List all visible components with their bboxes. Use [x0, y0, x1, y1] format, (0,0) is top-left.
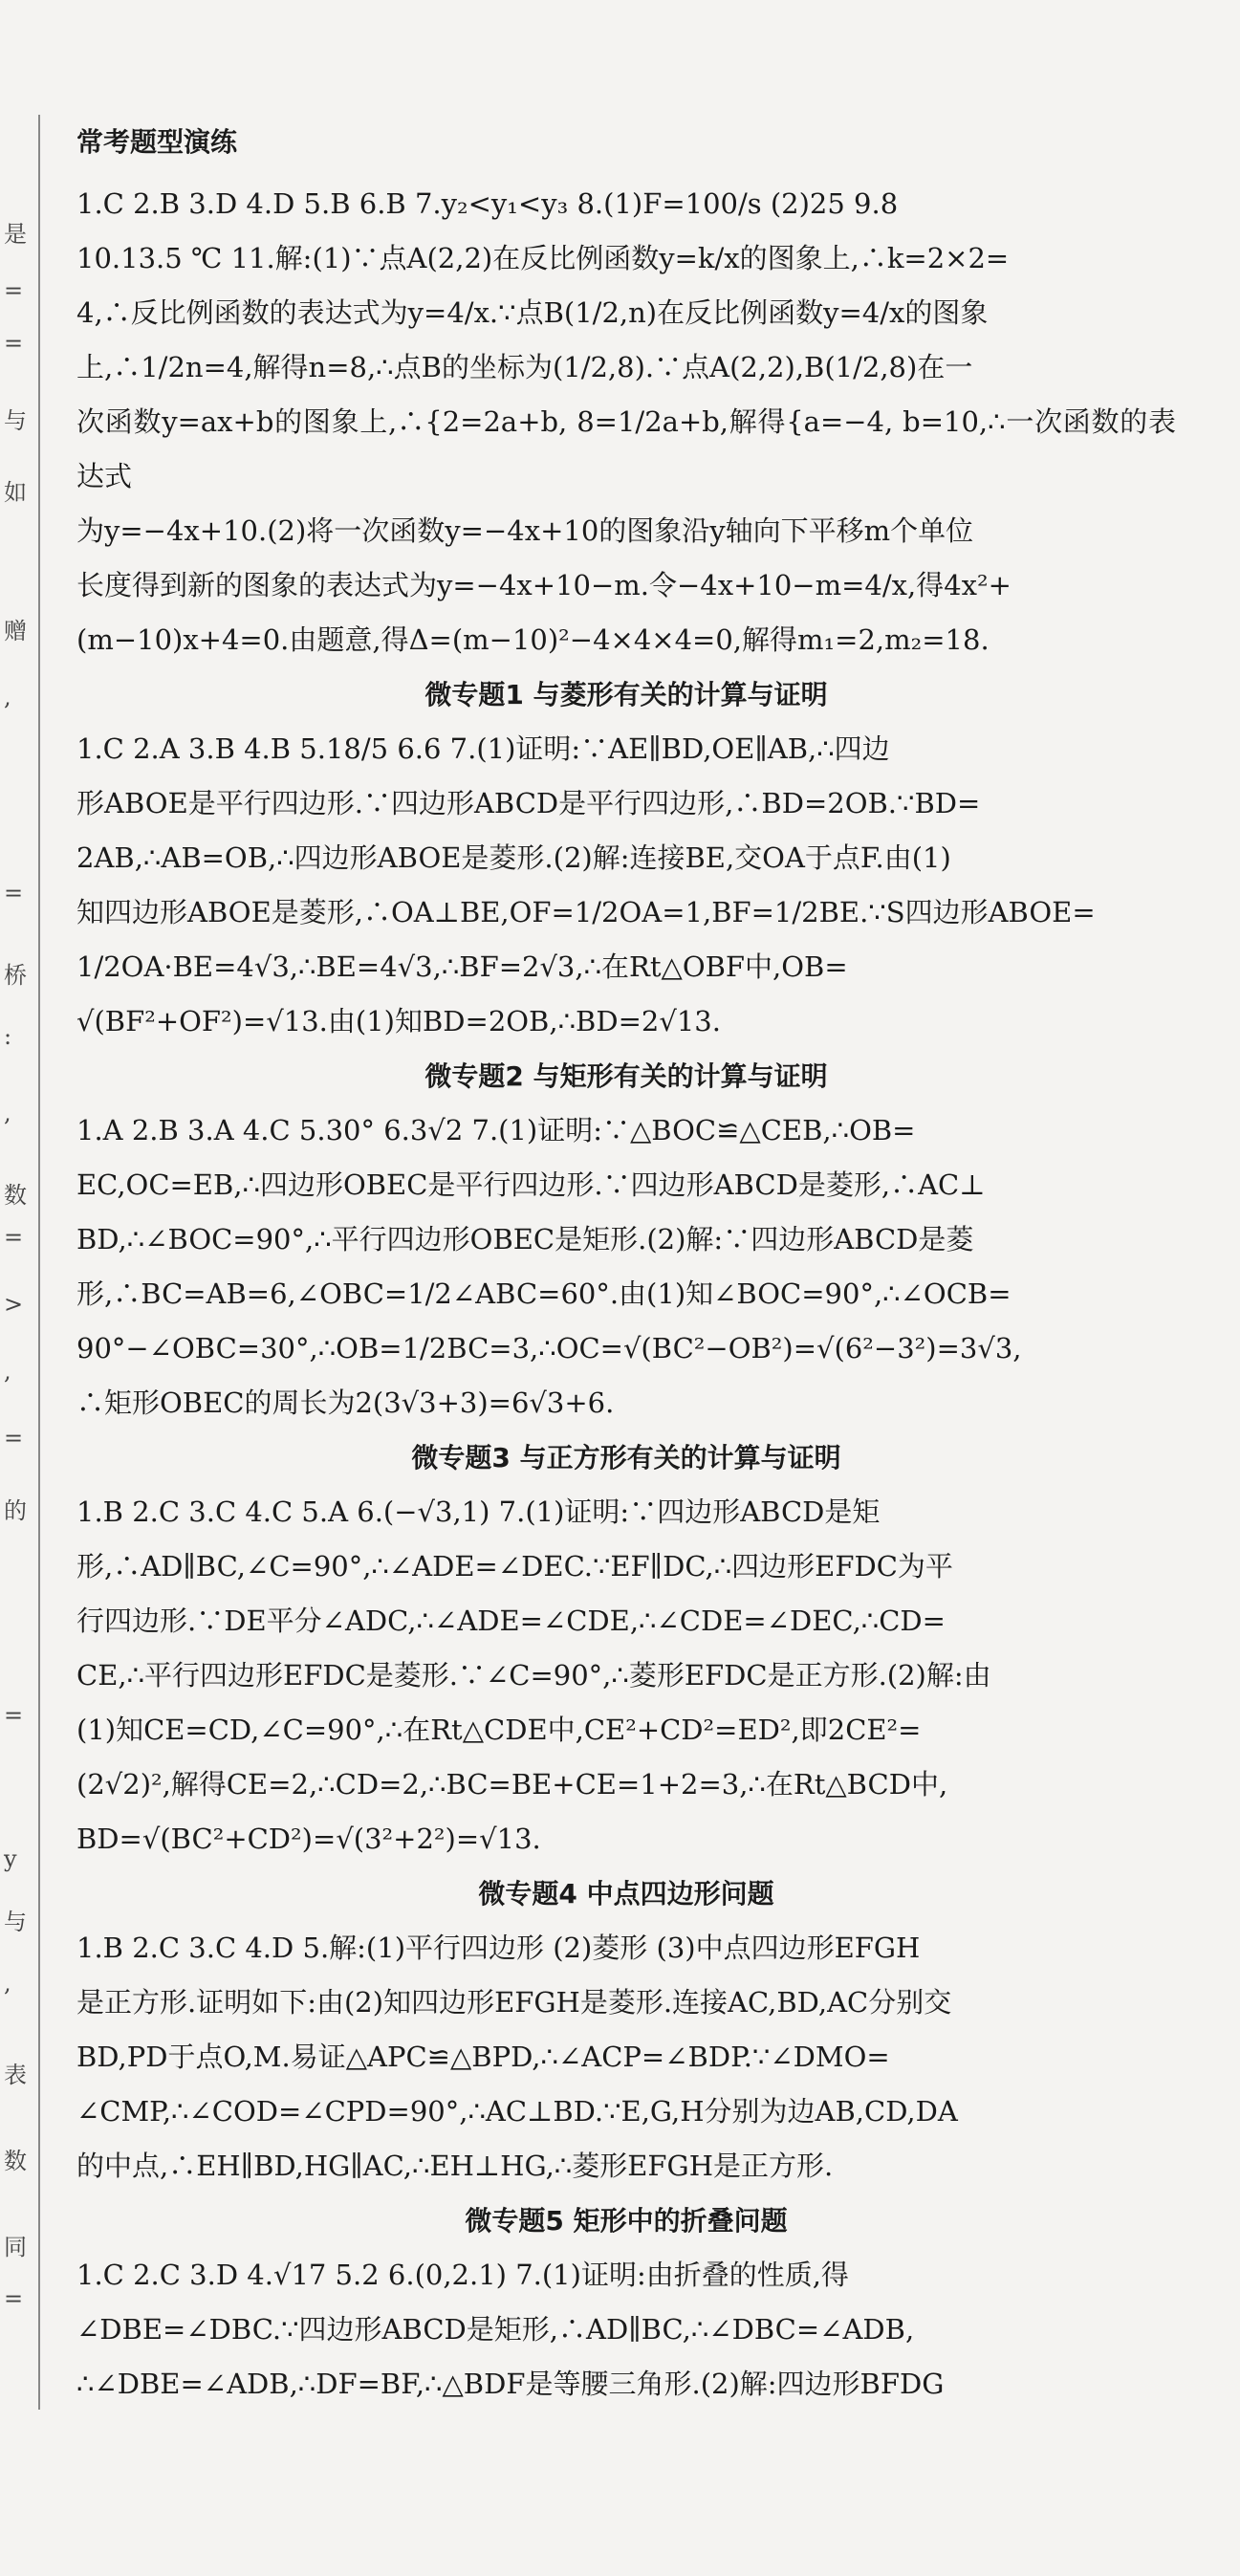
text-line: 1.C 2.C 3.D 4.√17 5.2 6.(0,2.1) 7.(1)证明:由折叠的性质,得 — [76, 2259, 849, 2291]
margin-mark: 是 — [4, 221, 27, 248]
section-topic-2 — [76, 1049, 1176, 1430]
text-line: 上,∴1/2n=4,解得n=8,∴点B的坐标为(1/2,8).∵点A(2,2),B(1/2,8)在一 — [76, 351, 973, 383]
margin-mark: 赠 — [4, 618, 27, 644]
text-line: 为y=−4x+10.(2)将一次函数y=−4x+10的图象沿y轴向下平移m个单位 — [76, 514, 974, 547]
margin-mark: 如 — [4, 479, 27, 506]
margin-mark: 的 — [4, 1497, 27, 1524]
margin-mark: 桥 — [4, 962, 27, 989]
section-title: 微专题1 与菱形有关的计算与证明 — [424, 679, 828, 710]
section-topic-4 — [76, 1867, 1176, 2194]
text-line: ∠CMP,∴∠COD=∠CPD=90°,∴AC⊥BD.∵E,G,H分别为边AB,CD,DA — [76, 2095, 958, 2128]
text-line: 次函数y=ax+b的图象上,∴{2=2a+b, 8=1/2a+b,解得{a=−4, b=10,∴一次函数的表达式 — [76, 405, 1176, 492]
text-line: (2√2)²,解得CE=2,∴CD=2,∴BC=BE+CE=1+2=3,∴在Rt△BCD中, — [76, 1768, 948, 1801]
margin-mark: > — [4, 1291, 24, 1318]
margin-mark: = — [4, 277, 24, 304]
text-line: BD,PD于点O,M.易证△APC≌△BPD,∴∠ACP=∠BDP.∵∠DMO= — [76, 2041, 890, 2073]
margin-mark: 与 — [4, 407, 27, 434]
text-line: BD,∴∠BOC=90°,∴平行四边形OBEC是矩形.(2)解:∵四边形ABCD是菱 — [76, 1223, 974, 1255]
text-line: √(BF²+OF²)=√13.由(1)知BD=2OB,∴BD=2√13. — [76, 1005, 721, 1037]
text-line: 形,∴AD∥BC,∠C=90°,∴∠ADE=∠DEC.∵EF∥DC,∴四边形EFDC为平 — [76, 1550, 953, 1583]
text-line: 2AB,∴AB=OB,∴四边形ABOE是菱形.(2)解:连接BE,交OA于点F.由(1) — [76, 841, 951, 874]
margin-mark: 同 — [4, 2234, 27, 2260]
text-line: ∠DBE=∠DBC.∵四边形ABCD是矩形,∴AD∥BC,∴∠DBC=∠ADB, — [76, 2313, 915, 2346]
margin-mark: , — [4, 1100, 11, 1126]
section-topic-1 — [76, 667, 1176, 1049]
margin-mark: 表 — [4, 2062, 27, 2088]
margin-mark: 数 — [4, 2148, 27, 2174]
section-title: 微专题2 与矩形有关的计算与证明 — [424, 1060, 828, 1092]
margin-mark: = — [4, 1425, 24, 1452]
margin-mark: = — [4, 1702, 24, 1729]
text-line: 知四边形ABOE是菱形,∴OA⊥BE,OF=1/2OA=1,BF=1/2BE.∵S四边形ABOE= — [76, 896, 1096, 928]
margin-mark: 数 — [4, 1182, 27, 1209]
text-line: ∴矩形OBEC的周长为2(3√3+3)=6√3+6. — [76, 1386, 615, 1419]
text-line: (m−10)x+4=0.由题意,得Δ=(m−10)²−4×4×4=0,解得m₁=2,m₂=18. — [76, 623, 990, 656]
margin-mark: = — [4, 330, 24, 357]
text-line: 形ABOE是平行四边形.∵四边形ABCD是平行四边形,∴BD=2OB.∵BD= — [76, 787, 981, 819]
text-line: CE,∴平行四边形EFDC是菱形.∵∠C=90°,∴菱形EFDC是正方形.(2)解:由 — [76, 1659, 991, 1692]
margin-mark: , — [4, 1970, 11, 1997]
margin-mark: , — [4, 684, 11, 710]
text-line: 4,∴反比例函数的表达式为y=4/x.∵点B(1/2,n)在反比例函数y=4/x的图象 — [76, 296, 989, 329]
text-line: 1.C 2.A 3.B 4.B 5.18/5 6.6 7.(1)证明:∵AE∥BD,OE∥AB,∴四边 — [76, 732, 890, 765]
answer-page — [76, 115, 1176, 2412]
text-line: BD=√(BC²+CD²)=√(3²+2²)=√13. — [76, 1823, 541, 1855]
text-line: (1)知CE=CD,∠C=90°,∴在Rt△CDE中,CE²+CD²=ED²,即2CE²= — [76, 1714, 922, 1746]
section-title: 微专题5 矩形中的折叠问题 — [465, 2205, 788, 2237]
text-line: 形,∴BC=AB=6,∠OBC=1/2∠ABC=60°.由(1)知∠BOC=90°,∴∠OCB= — [76, 1277, 1012, 1310]
section-practice — [76, 115, 1176, 667]
text-line: 1.B 2.C 3.C 4.D 5.解:(1)平行四边形 (2)菱形 (3)中点四边形EFGH — [76, 1932, 921, 1964]
text-line: EC,OC=EB,∴四边形OBEC是平行四边形.∵四边形ABCD是菱形,∴AC⊥ — [76, 1168, 986, 1201]
text-line: 10.13.5 ℃ 11.解:(1)∵点A(2,2)在反比例函数y=k/x的图象上,∴k=2×2= — [76, 242, 1010, 274]
section-topic-3 — [76, 1430, 1176, 1867]
section-title: 常考题型演练 — [76, 126, 238, 158]
margin-mark: , — [4, 1358, 11, 1385]
margin-mark: : — [4, 1023, 12, 1050]
margin-mark: 与 — [4, 1909, 27, 1935]
text-line: 长度得到新的图象的表达式为y=−4x+10−m.令−4x+10−m=4/x,得4x²+ — [76, 569, 1012, 601]
section-topic-5 — [76, 2194, 1176, 2412]
text-line: 1.A 2.B 3.A 4.C 5.30° 6.3√2 7.(1)证明:∵△BOC≌△CEB,∴OB= — [76, 1114, 916, 1146]
text-line: 1.B 2.C 3.C 4.C 5.A 6.(−√3,1) 7.(1)证明:∵四边形ABCD是矩 — [76, 1495, 881, 1528]
margin-mark: y — [4, 1845, 17, 1872]
text-line: 1/2OA·BE=4√3,∴BE=4√3,∴BF=2√3,∴在Rt△OBF中,OB= — [76, 950, 848, 983]
text-line: 行四边形.∵DE平分∠ADC,∴∠ADE=∠CDE,∴∠CDE=∠DEC,∴CD= — [76, 1605, 946, 1637]
margin-mark: = — [4, 880, 24, 906]
text-line: 是正方形.证明如下:由(2)知四边形EFGH是菱形.连接AC,BD,AC分别交 — [76, 1986, 952, 2019]
text-line: 90°−∠OBC=30°,∴OB=1/2BC=3,∴OC=√(BC²−OB²)=√(6²−3²)=3√3, — [76, 1332, 1022, 1364]
section-title: 微专题3 与正方形有关的计算与证明 — [411, 1442, 841, 1474]
text-line: 1.C 2.B 3.D 4.D 5.B 6.B 7.y₂<y₁<y₃ 8.(1)F=100/s (2)25 9.8 — [76, 187, 899, 220]
section-title: 微专题4 中点四边形问题 — [478, 1878, 774, 1910]
margin-mark: = — [4, 1224, 24, 1251]
left-margin-strip — [0, 115, 40, 2410]
text-line: 的中点,∴EH∥BD,HG∥AC,∴EH⊥HG,∴菱形EFGH是正方形. — [76, 2150, 834, 2182]
margin-mark: = — [4, 2285, 24, 2312]
text-line: ∴∠DBE=∠ADB,∴DF=BF,∴△BDF是等腰三角形.(2)解:四边形BFDG — [76, 2368, 945, 2400]
